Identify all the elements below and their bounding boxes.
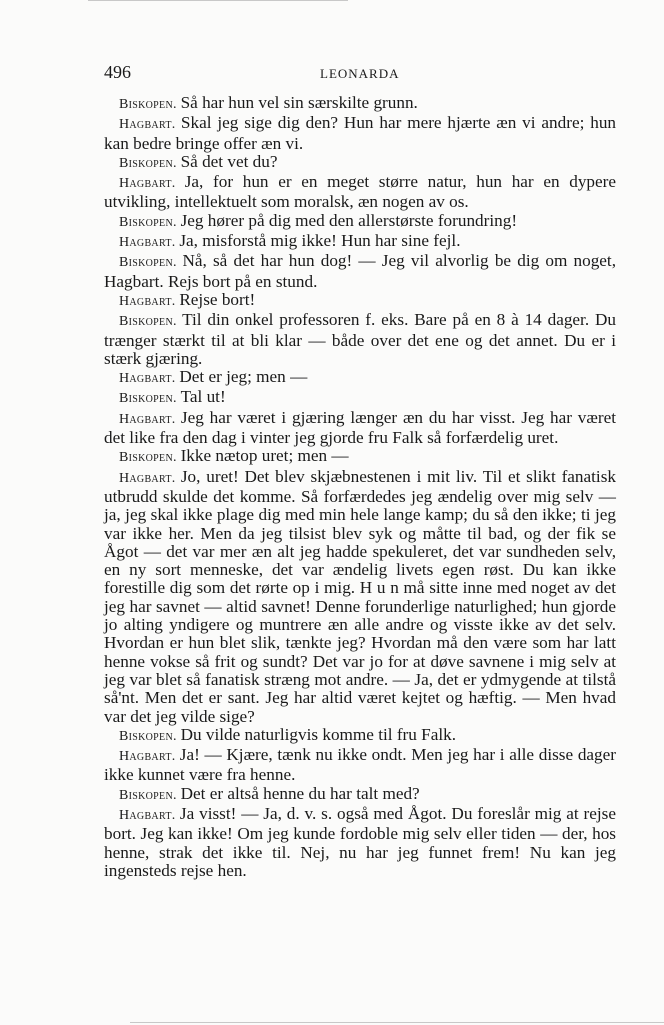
speaker-name: Biskopen .: [119, 450, 181, 465]
running-head: LEONARDA: [320, 66, 400, 81]
speaker-name: Hagbart .: [119, 371, 179, 386]
speech-paragraph: [104, 388, 616, 408]
speech-text: Ja, misforstå mig ikke! Hun har sine fejl.: [179, 231, 461, 251]
speech-text: Ja, for hun er en meget større natur, hun har en dypere utvikling, intellektuelt som moralsk, æn nogen av os.: [104, 172, 616, 212]
speech-paragraph: [104, 805, 616, 880]
speaker-name: Hagbart .: [119, 235, 179, 250]
speech-paragraph: [104, 311, 616, 368]
speech-text: Så det vet du?: [180, 151, 278, 171]
speech-text: Skal jeg sige dig den? Hun har mere hjærte æn vi andre; hun kan bedre bringe offer æn vi.: [104, 113, 617, 153]
page-number: 496: [104, 62, 131, 82]
speech-text: Nå, så det har hun dog! — Jeg vil alvorlig be dig om noget, Hagbart. Rejs bort på en stund.: [104, 251, 616, 291]
speech-paragraph: [104, 291, 616, 311]
speech-paragraph: [104, 368, 616, 388]
speech-text: Så har hun vel sin særskilte grunn.: [180, 93, 418, 112]
speech-paragraph: [104, 212, 616, 232]
speech-paragraph: [104, 232, 616, 252]
bottom-rule: [130, 1022, 664, 1023]
speaker-name: Hagbart .: [119, 808, 180, 823]
speaker-name: Biskopen .: [119, 255, 182, 270]
speaker-name: Hagbart .: [119, 471, 181, 486]
speech-paragraph: [104, 409, 616, 448]
speech-paragraph: [104, 153, 616, 173]
speech-paragraph: [104, 785, 616, 805]
speech-text: Du vilde naturligvis komme til fru Falk.: [180, 724, 457, 744]
speech-text: Til din onkel professoren f. eks. Bare på en 8 à 14 dager. Du trænger stærkt til at bli klar — både over det ene og det annet. Du er i stærk gjæring.: [104, 310, 616, 368]
speaker-name: Hagbart .: [119, 749, 180, 764]
speech-paragraph: [104, 114, 616, 153]
speaker-name: Hagbart .: [119, 176, 185, 191]
speech-text: Det er jeg; men —: [179, 367, 308, 387]
speaker-name: Biskopen .: [119, 729, 181, 744]
speaker-name: Biskopen .: [119, 97, 181, 112]
speech-paragraph: [104, 468, 616, 726]
speech-paragraph: [104, 746, 616, 785]
speech-text: Jeg har været i gjæring længer æn du har visst. Jeg har været det like fra den dag i vinter jeg gjorde fru Falk så forfærdelig uret.: [104, 407, 616, 448]
speech-text: Jo, uret! Det blev skjæbnestenen i mit liv. Til et slikt fanatisk utbrudd skulde det komme. Så forfærdedes jeg ændelig over mig selv — ja, jeg skal ikke plage dig med min hele lange kamp; du så den ikke; ti jeg var ikke her. Men da jeg tilsist blev syk og måtte til bad, og der fik se Ågot — det var mer æn alt jeg hadde spekuleret, det var sundheden selv, en ny sort menneske, det var ændelig livets egen røst. Du kan ikke forestille dig som det rørte op i mig. H u n må sitte inne med noget av det jeg har savnet — altid savnet! Denne forunderlige naturlighed; hun gjorde jo alting yndigere og muntrere æn alle andre og visste ikke av det selv. Hvordan er hun blet slik, tænkte jeg? Hvordan må den være som har latt henne vokse så frit og sundt? Det var jo for at døve savnene i mig selv at jeg var blet så fanatisk stræng mot andre. — Ja, det er ydmygende at tilstå så'nt. Men det er sant. Jeg har altid været kejtet og hæftig. — Men hvad var det jeg vilde sige?: [104, 466, 616, 726]
speech-text: Ikke nætop uret; men —: [180, 446, 349, 466]
speaker-name: Biskopen .: [119, 215, 181, 230]
speech-text: Ja! — Kjære, tænk nu ikke ondt. Men jeg har i alle disse dager ikke kunnet være fra henne.: [104, 745, 616, 785]
speech-paragraph: [104, 447, 616, 467]
top-rule: [88, 0, 348, 1]
speech-paragraph: [104, 94, 616, 114]
dialogue-text: [104, 94, 616, 880]
speech-text: Tal ut!: [180, 387, 226, 407]
speech-paragraph: [104, 173, 616, 212]
page-header: [104, 62, 614, 86]
speaker-name: Biskopen .: [119, 314, 182, 329]
speaker-name: Hagbart .: [119, 117, 181, 132]
speech-paragraph: [104, 252, 616, 291]
speaker-name: Biskopen .: [119, 391, 181, 406]
speech-text: Jeg hører på dig med den allerstørste forundring!: [180, 210, 518, 230]
speaker-name: Biskopen .: [119, 788, 181, 803]
speaker-name: Hagbart .: [119, 412, 181, 427]
speech-paragraph: [104, 726, 616, 746]
speaker-name: Hagbart .: [119, 294, 179, 309]
speaker-name: Biskopen .: [119, 156, 181, 171]
speech-text: Det er altså henne du har talt med?: [180, 783, 420, 803]
speech-text: Ja visst! — Ja, d. v. s. også med Ågot. Du foreslår mig at rejse bort. Jeg kan ikke! Om jeg kunde fordoble mig selv eller tiden — der, hos henne, strak det ikke til. Nej, nu har jeg funnet frem! Nu kan jeg ingensteds rejse hen.: [104, 803, 616, 880]
speech-text: Rejse bort!: [179, 289, 256, 309]
